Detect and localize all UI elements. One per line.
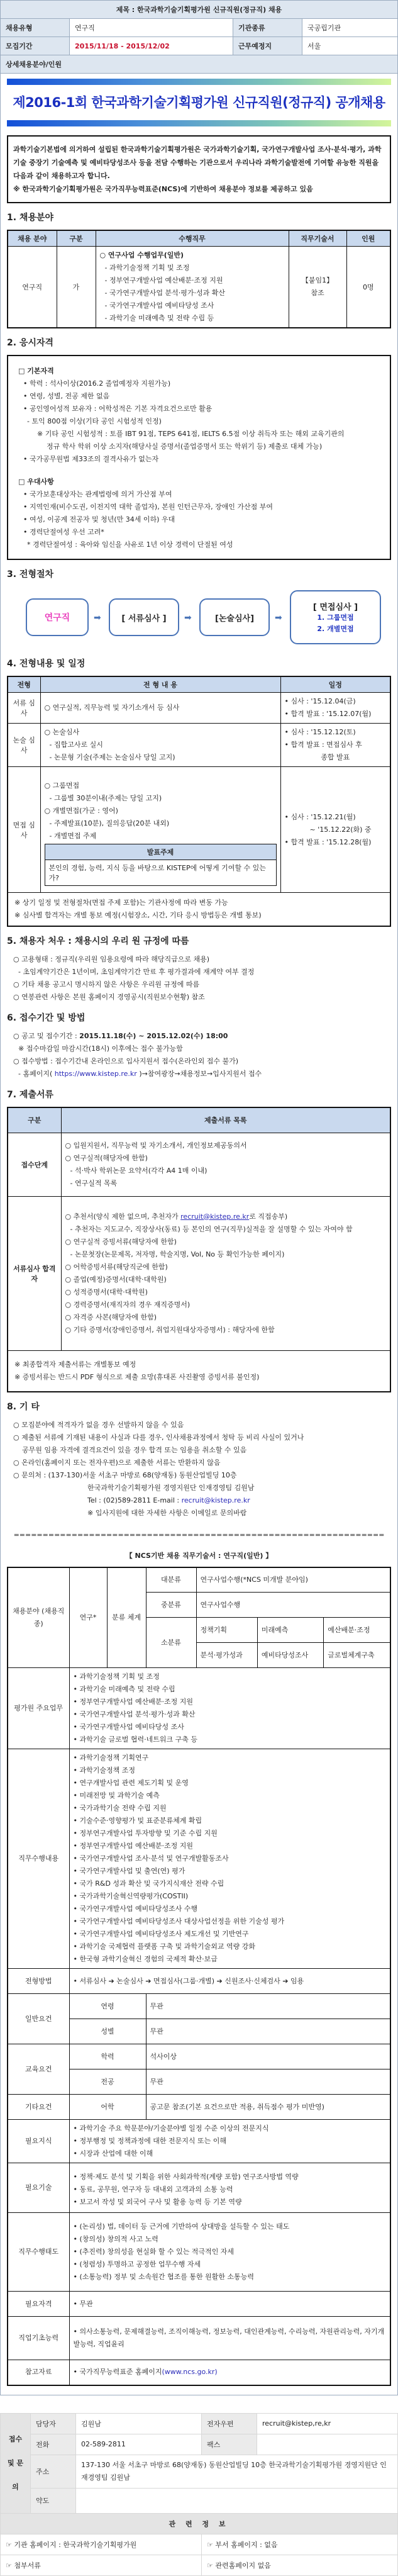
stage-content: - 그룹별 30분이내(주제는 당일 고지) [49,794,162,802]
intro-note: ※ 한국과학기술기획평가원은 국가직무능력표준(NCS)에 기반하여 채용분야 정보를 제공하고 있음 [13,185,313,193]
ncs-label: 소분류 [146,1618,196,1668]
doc-item: - 논문첫장(논문제목, 저자명, 학술지명, Vol, No 등 확인가능한 페이지) [70,1250,285,1258]
stage-name: 면접 심사 [8,767,40,893]
ncs-label: 필요기술 [8,2163,69,2213]
section-title: 5. 채용자 처우 : 채용시의 우리 원 규정에 따름 [7,936,189,946]
stage-content: ○ 개별면접(가군 : 영어) [44,807,118,815]
gradient-divider [7,120,391,126]
treatment-item: - 초임계약기간은 1년이며, 초임계약기간 만료 후 평가결과에 재계약 여부 결정 [18,968,255,976]
ncs-item: • (추진력) 창의성을 현실화 할 수 있는 적극적인 자세 [73,2248,235,2256]
type-label: 채용유형 [1,19,70,37]
pref-item: • 국가보훈대상자는 관계법령에 의거 가산점 부여 [23,490,172,498]
type-value: 연구직 [70,19,233,37]
ncs-minor: 정책기획 [196,1618,257,1643]
ncs-minor: 분석·평가성과 [196,1643,257,1668]
stage-content: - 논문형 기술(주제는 논술심사 당일 고지) [49,753,175,761]
contact-note: ※ 입사지원에 대한 자세한 사항은 이메일로 문의바람 [87,1508,247,1517]
stage-name: 논술 심사 [8,724,40,767]
qual-note: 정규 학사 학위 이상 소지자(해당사실 증명서(졸업증명서 또는 학위기 등) 제출로 대체 가능) [47,442,323,451]
ncs-label: 채용분야 (채용직종) [8,1567,69,1668]
col-header: 직무기술서 [289,230,346,247]
treatment-list [7,953,391,1004]
ncs-value: • 의사소통능력, 문제해결능력, 조직이해능력, 정보능력, 대인관계능력, 수리능력, 자원관리능력, 자기개발능력, 직업윤리 [69,2317,390,2360]
ncs-item: • 보고서 작성 및 외국어 구사 및 활용 능력 등 기본 역량 [73,2198,242,2206]
ncs-minor: 예산배분·조정 [324,1618,390,1643]
ncs-item: • (논리성) 법, 데이터 등 근거에 기반하여 상대방을 설득할 수 있는 태도 [73,2222,290,2231]
document-notes [8,1350,390,1392]
stage-schedule: • 합격 발표 : 면접심사 후 [284,741,362,749]
stage-schedule: • 합격 발표 : '15.12.28(월) [284,837,372,846]
headcount-cell: 0명 [346,247,390,328]
contact-value: 김원남 [76,2413,202,2434]
attachments-link[interactable]: ☞ 첨부서류 [1,2555,202,2575]
duty-cell [96,247,289,328]
section-title: 4. 전형내용 및 일정 [7,659,86,669]
ncs-label: 기타요건 [8,2095,69,2120]
ncs-label: 직업기초능력 [8,2317,69,2360]
ncs-label: 일반요건 [8,1994,69,2044]
section-title: 6. 접수기간 및 방법 [7,1013,86,1023]
ncs-item: • 국가연구개발사업 분석·평가·성과 확산 [73,1710,196,1718]
duty-item: - 정부연구개발사업 예산배분·조정 지원 [104,276,223,284]
main-title: 제2016-1회 한국과학기술기획평가원 신규직원(정규직) 공개채용 [13,95,385,110]
field-cell: 연구직 [8,247,57,328]
table-row [8,247,390,328]
duty-title: ○ 연구사업 수행업무(일반) [99,251,184,259]
section-title: 3. 전형절차 [7,569,54,580]
stage-name: 서류심사 합격자 [8,1196,61,1350]
stage-schedule: 종합 발표 [321,753,350,761]
duty-item: - 국가연구개발사업 예비타당성 조사 [104,301,214,310]
application-info [7,1030,391,1080]
ncs-item: • 과학기술 주요 학문분야/기술분야별 일정 수준 이상의 전문지식 [73,2124,269,2132]
method-text: ○ 접수방법 : 접수기간내 온라인으로 입사지원서 접수(온라인외 접수 불가) [13,1057,239,1065]
homepage-link[interactable]: https://www.kistep.re.kr [54,1070,137,1078]
location-label: 근무예정지 [233,37,302,55]
arrow-right-icon: ➡ [94,613,101,623]
schedule-notes [8,893,390,927]
flow-step: 연구직 [26,598,89,636]
ref-text: • 국가직무능력표준 홈페이지 [73,2368,162,2377]
contact-label: 주소 [31,2455,76,2488]
contact-email: recruit@kistep,re,kr [257,2413,398,2434]
doc-item: ○ 경력증명서(재직자의 경우 재직증명서) [65,1300,191,1309]
gradient-divider [7,79,391,85]
col-header: 인원 [346,230,390,247]
division-cell: 가 [57,247,96,328]
ncs-label: 대분류 [146,1567,196,1593]
stage-content: ○ 연구실적, 직무능력 및 자기소개서 등 심사 [44,703,180,712]
doc-item: ○ 졸업(예정)증명서(대학·대학원) [65,1275,167,1284]
job-desc-ref: 참조 [311,289,324,297]
col-header: 수행직무 [96,230,289,247]
ncs-item: • 정부연구개발사업 예산배분·조정 지원 [73,1842,193,1850]
ncs-item: • (청렴성) 투명하고 공정한 업무수행 자세 [73,2260,201,2268]
ncs-item: • 과학기술 국제협력 플랫폼 구축 및 과학기술외교 역량 강화 [73,1942,255,1951]
related-homepage-link: ☞ 관련홈페이지 없음 [202,2555,398,2575]
intro-box [7,135,391,203]
ncs-label: 중분류 [146,1593,196,1618]
pref-item: • 여성, 이공계 전공자 및 청년(만 34세 이하) 우대 [23,515,175,524]
ncs-label: 필요자격 [8,2292,69,2317]
col-header: 전 형 내 용 [40,676,280,693]
stage-content: ○ 논술심사 [44,728,80,736]
recruit-field-table [7,230,391,328]
basic-qual-header: □ 기본자격 [18,367,54,375]
qual-item: • 공인영어성적 보유자 : 어학성적은 기본 자격요건으로만 활용 [23,405,213,413]
ncs-item: • 정부행정 및 정책과정에 대한 전문지식 또는 이해 [73,2137,226,2145]
ncs-label: 전공 [69,2069,146,2095]
ncs-value: • 서류심사 ➔ 논술심사 ➔ 면접심사(그룹·개별) ➔ 신원조사·신체검사 ➔ 임용 [69,1969,390,1994]
stage-schedule: • 합격 발표 : '15.12.07(월) [284,710,372,718]
ncs-label: 평가원 주요업무 [8,1668,69,1749]
summary-table [0,0,398,74]
doc-item: - 추천자는 지도교수, 직장상사(동료) 등 본인의 연구(직무)실적을 잘 설명할 수 있는 자여야 함 [70,1224,353,1233]
job-desc-cell [289,247,346,328]
period-label: ○ 공고 및 접수기간 : [13,1032,80,1040]
ncs-minor: 글로벌체계구축 [324,1643,390,1668]
topic-table [45,844,277,886]
treatment-item: ○ 기타 채용 공고시 명시하지 않은 사항은 우리원 규정에 따름 [13,980,200,988]
stage-content: - 개별면접 주제 [49,832,97,840]
doc-item: ○ 성적증명서(대학·대학원) [65,1287,148,1296]
col-header: 구분 [57,230,96,247]
stage-content: - 주제발표(10분), 질의응답(20분 내외) [49,819,170,827]
stage-schedule: • 심사 : '15.12.12(토) [284,728,356,736]
ncs-value: 무관 [146,1994,390,2019]
ncs-item: • (창의성) 창의적 사고 노력 [73,2235,158,2243]
doc-item: ○ 연구실적(해당자에 한함) [65,1153,148,1162]
misc-item: ○ 문의처 : (137-130)서울 서초구 마방로 68(양재동) 동원산업빌딩 10층 [13,1470,237,1479]
flow-step-label: [ 면접심사 ] [312,602,358,612]
ncs-item: • 정부연구개발사업 예산배분·조정 지원 [73,1698,193,1706]
ncs-item: • 과학기술 미래예측 및 전략 수립 [73,1685,175,1693]
ncs-value: 공고문 참조(기본 요건으로만 적용, 취득점수 평가 미반영) [146,2095,390,2120]
ncs-value: 연구사업수행(*NCS 미개발 분야임) [196,1567,390,1593]
ncs-item: • 국가연구개발사업 조사·분석 및 연구개발활동조사 [73,1854,229,1862]
documents-table [7,1107,391,1392]
ncs-item: • 동료, 공무원, 연구자 등 대내외 고객과의 소통 능력 [73,2185,233,2193]
stage-schedule: • 심사 : '15.12.04(금) [284,697,356,705]
homepage-suffix: )→참여광장→채용정보→입사지원서 접수 [136,1070,262,1078]
posting-title: 제목 : 한국과학기술기획평가원 신규직원(정규직) 채용 [1,1,398,19]
contact-value [257,2434,398,2455]
misc-item: ○ 제출된 서류에 기재된 내용이 사실과 다를 경우, 인사채용과정에서 청탁 등 비리 사실이 있거나 [13,1433,304,1442]
interview-sub: 1. 그룹면접 [317,613,354,622]
ncs-value: 연구* [69,1567,107,1668]
duty-item: - 과학기술 미래예측 및 전략 수립 등 [104,314,214,322]
qualification-box [7,355,391,560]
contact-line: 한국과학기술기획평가원 경영지원단 인재경영팀 김원남 [87,1483,255,1492]
ncs-item: • 국가과학기술 전략 수립 지원 [73,1804,167,1812]
doc-item: - 연구실적 목록 [70,1179,118,1187]
contact-label: 약도 [31,2488,76,2513]
table-row [8,1133,390,1196]
note: ※ 최종합격자 제출서류는 개별통보 예정 [14,1360,136,1369]
preference-header: □ 우대사항 [18,478,54,486]
pref-note: * 경력단절여성 : 육아와 임신을 사유로 1년 이상 경력이 단절된 여성 [27,540,233,549]
stage-schedule: • 심사 : '15.12.21(월) [284,812,356,821]
doc-item: 로 직접송부) [249,1212,288,1221]
ncs-label: 학력 [69,2044,146,2069]
ncs-item: • 과학기술정책 기획연구 [73,1754,149,1762]
col-header: 채용 분야 [8,230,57,247]
arrow-right-icon: ➡ [184,613,192,623]
ncs-item: • 국가연구개발사업 예비타당성조사 수행 [73,1905,198,1913]
separator-line: ================================================================ [13,1530,385,1539]
contact-value: 02-589-2811 [76,2434,202,2455]
org-homepage-link[interactable]: ☞ 기관 홈페이지 : 한국과학기술기획평가원 [1,2534,202,2555]
interview-sub: 2. 개별면접 [317,624,354,633]
doc-item: ○ 연구실적 증빙서류(해당자에 한함) [65,1237,177,1246]
intro-text: 과학기술기본법에 의거하여 설립된 한국과학기술기획평가원은 국가과학기술기획, 국가연구개발사업 조사·분석·평가, 과학기술 중장기 기술예측 및 예비타당성조사 등을 전담 수행하는 기관으로서 우리나라 과학기술발전에 기여할 유능한 직원을 다음과 같이 채용하고자 합니다. [13,145,382,180]
doc-item: ○ 추천서(양식 제한 없으며, 추천자가 [65,1212,181,1221]
email-link[interactable]: recruit@kistep.re.kr [180,1212,250,1221]
deadline-note: ※ 접수마감일 마감시간(18시) 이후에는 접수 불가능함 [18,1044,183,1053]
note: ※ 심사별 합격자는 개별 통보 예정(시험장소, 시간, 기타 응시 방법등은 개별 통보) [14,911,262,919]
qual-note: ※ 기타 공인 시험성적 : 토플 IBT 91점, TEPS 641점, IELTS 6.5점 이상 취득자 또는 해외 교육기관의 [37,430,345,438]
flow-step: [논술심사] [199,598,270,636]
treatment-item: ○ 고용형태 : 정규직(우리원 임용요령에 따라 해당직급으로 채용) [13,955,210,963]
ncs-label: 전형방법 [8,1969,69,1994]
col-header: 제출서류 목록 [61,1107,390,1133]
col-header: 일정 [280,676,390,693]
ncs-item: • 과학기술정책 조정 [73,1766,135,1774]
job-desc-ref: 【붙임1】 [301,276,334,284]
org-value: 국공립기관 [302,19,398,37]
misc-list [7,1419,391,1520]
stage-schedule: ~ '15.12.22(화) 중 [309,825,372,834]
ncs-item: • 미래전망 및 과학기술 예측 [73,1791,160,1800]
ncs-item: • 과학기술정책 기획 및 조정 [73,1672,160,1681]
qual-item: - 토익 800점 이상(기타 공인 시험성적 인정) [27,417,162,425]
ncs-label: 교육요건 [8,2044,69,2095]
contact-table [0,2413,398,2576]
ncs-label: 필요지식 [8,2120,69,2163]
table-row [8,767,390,893]
ncs-item: • 연구개발사업 관련 제도기획 및 운영 [73,1779,189,1787]
ncs-value: • 무관 [69,2292,390,2317]
misc-item: ○ 온라인(홈페이지 또는 전자우편)으로 제출한 서류는 반환하지 않음 [13,1458,221,1467]
note: ※ 상기 일정 및 전형절차(면접 주제 포함)는 기관사정에 따라 변동 가능 [14,899,228,907]
ncs-item: • 과학기술 글로벌 협력·네트워크 구축 등 [73,1735,197,1744]
duty-item: - 국가연구개발사업 분석·평가·성과 확산 [104,289,225,297]
ncs-minor: 미래예측 [257,1618,323,1643]
ncs-label: 연령 [69,1994,146,2019]
note: ※ 증빙서류는 반드시 PDF 형식으로 제출 요망(휴대폰 사진촬영 증빙서류 불인정) [14,1372,260,1381]
org-label: 기관종류 [233,19,302,37]
ncs-item: • 정부연구개발사업 투자방향 및 기준 수립 지원 [73,1829,218,1837]
ncs-label: 직무수행태도 [8,2213,69,2292]
ncs-table [7,1567,391,2386]
ncs-item: • (소통능력) 정부 및 소속원간 협조를 통한 원활한 소통능력 [73,2273,254,2281]
ncs-item: • 한국형 과학기술혁신 경험의 국제적 확산·보급 [73,1955,218,1963]
pref-item: • 지역인재(비수도권, 이전지역 대학 졸업자), 본원 인턴근무자, 장애인 가산점 부여 [23,503,274,511]
ncs-value: 무관 [146,2019,390,2044]
topic-text: 본인의 경험, 능력, 지식 등을 바탕으로 KISTEP에 어떻게 기여할 수 있는가? [45,860,276,886]
email-link[interactable]: recruit@kistep.re.kr [181,1496,250,1504]
stage-content: - 집합고사로 실시 [49,741,103,749]
ncs-item: • 국가과학기술혁신역량평가(COSTII) [73,1892,189,1900]
detail-label: 상세채용분야/인원 [1,55,398,74]
section-title: 2. 응시자격 [7,338,54,348]
ncs-item: • 국가연구개발사업 및 출연(연) 평가 [73,1867,185,1875]
duty-item: - 과학기술정책 기획 및 조정 [104,264,190,272]
location-value: 서울 [302,37,398,55]
related-header: 관 련 정 보 [1,2513,398,2534]
misc-item: ○ 모집분야에 적격자가 없을 경우 선발하지 않을 수 있음 [13,1420,184,1429]
table-row [8,724,390,767]
ncs-label: 어학 [69,2095,146,2120]
contact-label: 전자우편 [202,2413,257,2434]
homepage-prefix: - 홈페이지( [18,1070,55,1078]
ncs-value: 석사이상 [146,2044,390,2069]
map-area [76,2488,398,2513]
ncs-item: • 국가연구개발사업 예비타당성조사 제도개선 및 기반연구 [73,1930,249,1938]
section-title: 7. 제출서류 [7,1090,54,1100]
contact-side-label: 접수 및 문의 [1,2413,31,2513]
col-header: 구분 [8,1107,61,1133]
section-title: 1. 채용분야 [7,213,54,223]
contact-address: 137-130 서울 서초구 마방로 68(양재동) 동원산업빌딩 10층 한국과학기술기획평가원 경영지원단 인재경영팀 김원남 [76,2455,398,2488]
ncs-item: • 시장과 산업에 대한 이해 [73,2149,153,2158]
table-row [8,693,390,724]
doc-item: ○ 입원지원서, 직무능력 및 자기소개서, 개인정보제공동의서 [65,1141,247,1150]
contact-label: 전화 [31,2434,76,2455]
section-title: 8. 기 타 [7,1401,40,1412]
stage-name: 접수단계 [8,1133,61,1196]
period-value: 2015/11/18 - 2015/12/02 [70,37,233,55]
doc-item: ○ 어학증빙서류(해당직군에 한함) [65,1262,168,1271]
ncs-value: 무관 [146,2069,390,2095]
schedule-table [7,676,391,927]
ncs-item: • 국가연구개발사업 예비타당성조사 대상사업선정을 위한 기술성 평가 [73,1917,285,1925]
contact-label: 담당자 [31,2413,76,2434]
doc-item: - 석·박사 학위논문 요약서(각각 A4 1매 이내) [70,1166,207,1175]
period-value: 2015.11.18(수) ~ 2015.12.02(수) 18:00 [79,1032,228,1040]
stage-name: 서류 심사 [8,693,40,724]
ncs-label: 참고자료 [8,2360,69,2385]
ncs-label: 분류 체계 [107,1567,146,1668]
qual-item: • 연령, 성별, 전공 제한 없음 [23,392,110,400]
period-label: 모집기간 [1,37,70,55]
ncs-label: 성별 [69,2019,146,2044]
qual-item: • 국가공무원법 제33조의 결격사유가 없는자 [23,455,159,463]
flow-step: [ 서류심사 ] [109,598,179,636]
ncs-label: 직무수행내용 [8,1749,69,1969]
table-row [8,1196,390,1350]
detail-body [0,74,398,2395]
contact-tel: Tel : (02)589-2811 E-mail : [87,1496,182,1504]
misc-item: 공무원 임용 자격에 결격요건이 있을 경우 합격 또는 임용을 취소할 수 있음 [22,1445,247,1454]
ncs-minor: 예비타당성조사 [257,1643,323,1668]
treatment-item: ○ 연봉관련 사항은 본원 홈페이지 경영공시(직원보수현황) 참조 [13,993,205,1001]
topic-header: 발표주제 [45,844,276,860]
flow-step-interview [290,590,381,644]
dept-homepage-link: ☞ 부서 홈페이지 : 없음 [202,2534,398,2555]
ncs-homepage-link[interactable]: (www.ncs.go.kr) [162,2368,218,2377]
pref-item: • 경력단절여성 우선 고려* [23,528,104,536]
ncs-value: 연구사업수행 [196,1593,390,1618]
doc-item: ○ 기타 증명서(장애인증명서, 취업지원대상자증명서) : 해당자에 한함 [65,1325,275,1334]
doc-item: ○ 자격증 사본(해당자에 한함) [65,1313,157,1321]
col-header: 전형 [8,676,40,693]
ncs-item: • 기술수준·영향평가 및 표준분류체계 확립 [73,1817,202,1825]
ncs-item: • 국가 R&D 성과 확산 및 국가지식재산 전략 수립 [73,1879,224,1888]
contact-label: 팩스 [202,2434,257,2455]
stage-content: ○ 그룹면접 [44,781,80,790]
arrow-right-icon: ➡ [275,613,282,623]
ncs-item: • 국가연구개발사업 예비타당성 조사 [73,1723,184,1731]
qual-item: • 학력 : 석사이상(2016.2 졸업예정자 지원가능) [23,379,171,388]
ncs-title: 【 NCS기반 채용 직무기술서 : 연구직(일반) 】 [125,1551,273,1560]
ncs-item: • 정책·제도 분석 및 기획을 위한 사회과학적(계량 포함) 연구조사방법 역량 [73,2173,299,2181]
process-flow [7,586,391,649]
